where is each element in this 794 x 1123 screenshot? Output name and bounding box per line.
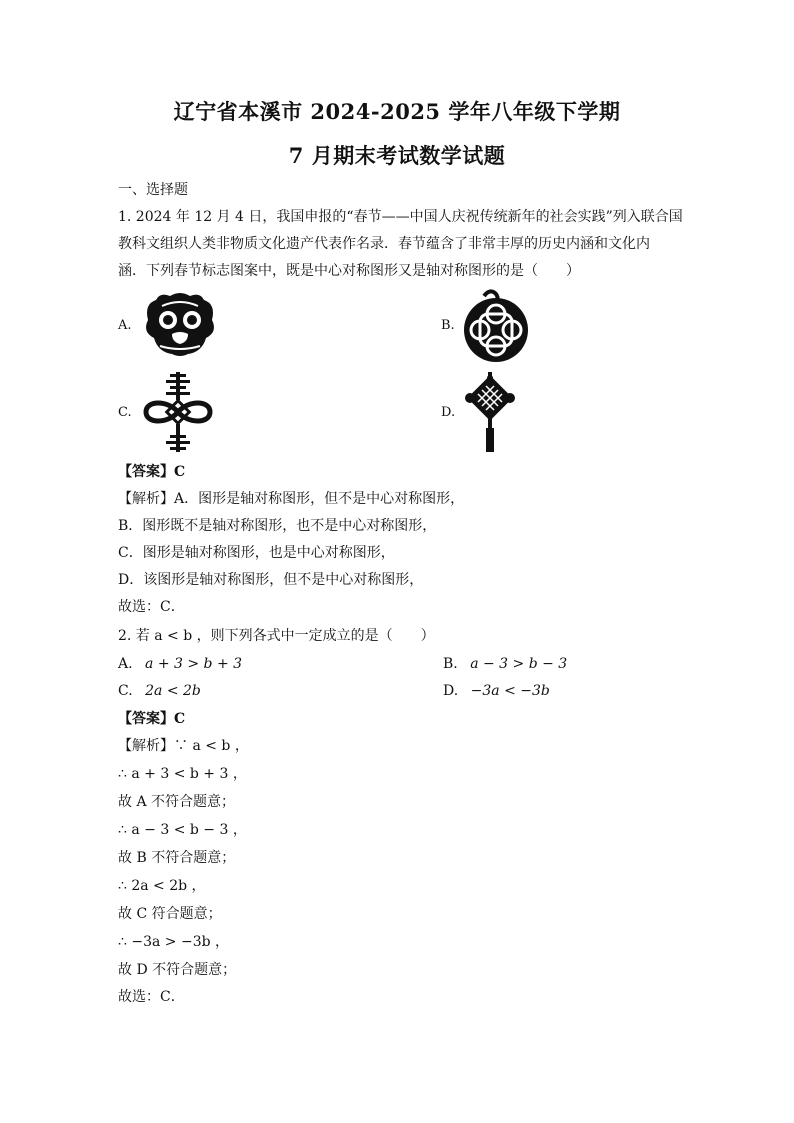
q1-option-a-label: A. [118,318,132,333]
q2-analysis-line: 故 B 不符合题意； [118,850,236,866]
q1-stem-line-1: 1. 2024 年 12 月 4 日，我国申报的“春节——中国人庆祝传统新年的社会实践”列入联合国 [118,209,683,225]
q1-option-b-label: B. [441,318,455,333]
title-line-2: 7 月期末考试数学试题 [288,143,506,168]
q1-analysis-line: 故选：C． [118,599,185,615]
q2-option-a-label: A. [118,656,133,672]
snake-knot-icon [460,288,532,364]
q1-analysis-line: B．图形既不是轴对称图形，也不是中心对称图形， [118,518,437,534]
q2-option-d-label: D. [443,683,459,699]
q2-option-a [118,654,242,674]
q1-answer: 【答案】C [118,464,186,480]
q2-option-d [443,681,550,701]
q2-option-d-expr: −3a < −3b [470,683,550,699]
lion-head-icon [140,290,220,358]
q1-analysis-line: D．该图形是轴对称图形，但不是中心对称图形， [118,572,424,588]
q2-analysis-line: 故 C 符合题意； [118,906,222,922]
q2-analysis-line: 故选：C． [118,989,185,1005]
chinese-knot-tassel-icon [462,372,518,454]
q2-option-c [118,681,201,701]
q2-analysis-line: 故 D 不符合题意； [118,962,237,978]
q1-option-c-label: C. [118,405,132,420]
section-heading: 一、选择题 [118,182,188,198]
q2-option-b-expr: a − 3 > b − 3 [470,656,568,672]
q2-option-a-expr: a + 3 > b + 3 [145,656,243,672]
q2-option-b-label: B. [443,656,458,672]
q2-analysis-line: 故 A 不符合题意； [118,794,236,810]
chinese-knot-infinity-icon [140,372,216,452]
q2-analysis-line: ∴ a − 3 < b − 3 ， [118,822,247,838]
q2-option-b [443,654,567,674]
q2-stem: 2. 若 a < b ，则下列各式中一定成立的是（ ） [118,628,435,644]
q2-analysis-line: ∴ 2a < 2b ， [118,878,206,894]
q1-option-d-label: D. [441,405,456,420]
q2-analysis-line: ∴ a + 3 < b + 3 ， [118,766,247,782]
q1-stem-line-3: 涵．下列春节标志图案中，既是中心对称图形又是轴对称图形的是（ ） [118,263,580,279]
q1-stem-line-2: 教科文组织人类非物质文化遗产代表作名录．春节蕴含了非常丰厚的历史内涵和文化内 [118,236,650,252]
q1-analysis-line: 【解析】A．图形是轴对称图形，但不是中心对称图形， [118,491,465,507]
q1-analysis-line: C．图形是轴对称图形，也是中心对称图形， [118,545,395,561]
q2-answer: 【答案】C [118,711,186,727]
q2-analysis-line: 【解析】∵ a < b ， [118,738,249,754]
q2-analysis-line: ∴ −3a > −3b ， [118,934,230,950]
q2-option-c-label: C. [118,683,133,699]
q2-option-c-expr: 2a < 2b [145,683,201,699]
title-line-1: 辽宁省本溪市 2024-2025 学年八年级下学期 [173,99,621,124]
